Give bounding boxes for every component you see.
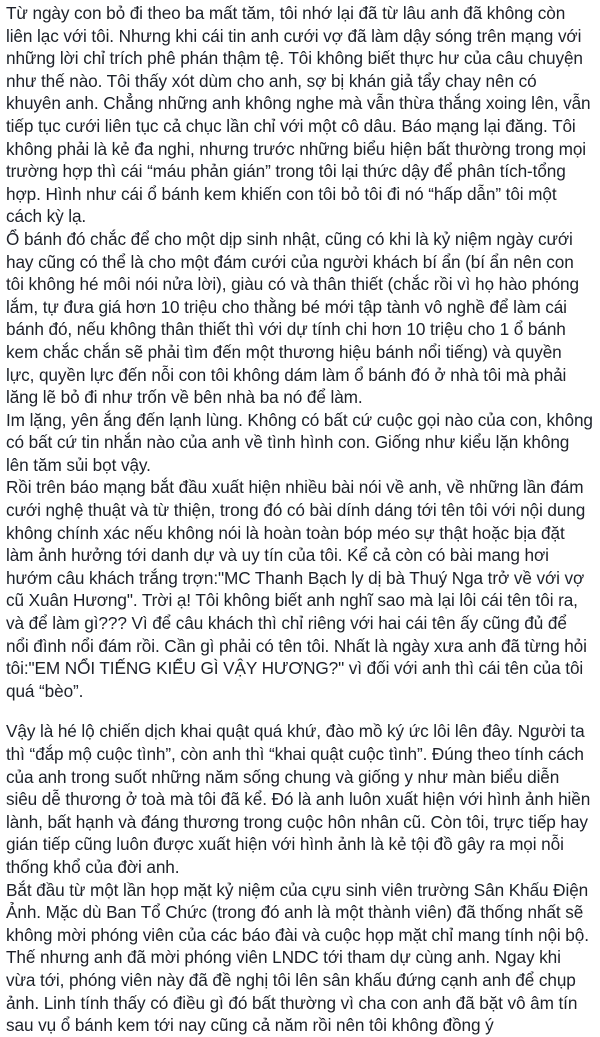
paragraph-5: Vậy là hé lộ chiến dịch khai quật quá khứ, đào mồ ký ức lôi lên đây. Người ta thì “đắp mộ cuộc tình”, còn anh thì “khai quật cuộc tình”. Đúng theo tính cách của anh trong suốt những năm sống chung và giống y như màn biểu diễn siêu dễ thương ở toà mà tôi đã kể. Đó là anh luôn xuất hiện với hình ảnh hiền lành, bất hạnh và đáng thương trong cuộc hôn nhân cũ. Còn tôi, trực tiếp hay gián tiếp cũng luôn được xuất hiện với hình ảnh là kẻ tội đồ gây ra mọi nỗi thống khổ của đời anh. [6, 721, 595, 877]
paragraph-2: Ổ bánh đó chắc để cho một dịp sinh nhật, cũng có khi là kỷ niệm ngày cưới hay cũng có thể là cho một đám cưới của người khách bí ẩn (bí ẩn nên con tôi không hé môi nói nửa lời), giàu có và thân thiết (chắc rồi vì họ hào phóng lắm, tự đưa giá hơn 10 triệu cho thằng bé mới tập tành vô nghề để làm cái bánh đó, nếu không thân thiết thì với dự tính chi hơn 10 triệu cho 1 ổ bánh kem chắc chắn sẽ phải tìm đến một thương hiệu bánh nổi tiếng) và quyền lực, quyền lực đến nỗi con tôi không dám làm ổ bánh đó ở nhà tôi mà phải lăng lẽ bỏ đi như trốn về bên nhà ba nó để làm. [6, 228, 584, 408]
paragraph-4: Rồi trên báo mạng bắt đầu xuất hiện nhiều bài nói về anh, về những lần đám cưới nghệ thuật và từ thiện, trong đó có bài dính dáng tới tên tôi với nội dung không chính xác nếu không nói là hoàn toàn bóp méo sự thật hoặc bịa đặt làm ảnh hưởng tới danh dự và uy tín của tôi. Kể cả còn có bài mang hơi hướm câu khách trắng trợn:"MC Thanh Bạch ly dị bà Thuý Nga trở về với vợ cũ Xuân Hương". Trời ạ! Tôi không biết anh nghĩ sao mà lại lôi cái tên tôi ra, và để làm gì??? Vì để câu khách thì chỉ riêng với hai cái tên ấy cũng đủ để nổi đình nổi đám rồi. Cần gì phải có tên tôi. Nhất là ngày xưa anh đã từng hỏi tôi:"EM NỔI TIẾNG KIỂU GÌ VẬY HƯƠNG?" vì đối với anh thì cái tên của tôi quá “bèo”. [6, 477, 592, 701]
paragraph-6: Bắt đầu từ một lần họp mặt kỷ niệm của cựu sinh viên trường Sân Khấu Điện Ảnh. Mặc dù Ban Tổ Chức (trong đó anh là một thành viên) đã thống nhất sẽ không mời phóng viên của các báo đài và cuộc họp mặt chỉ mang tính nội bộ. Thế nhưng anh đã mời phóng viên LNDC tới tham dự cùng anh. Ngay khi vừa tới, phóng viên này đã đề nghị tôi lên sân khấu đứng cạnh anh để chụp ảnh. Linh tính thấy có điều gì đó bất thường vì cha con anh đã bặt vô âm tín sau vụ ổ bánh kem tới nay cũng cả năm rồi nên tôi không đồng ý [6, 879, 594, 1036]
paragraph-3: Im lặng, yên ắng đến lạnh lùng. Không có bất cứ cuộc gọi nào của con, không có bất cứ tin nhắn nào của anh về tình hình con. Giống như kiểu lặn không lên tăm sủi bọt vậy. [6, 409, 598, 475]
paragraph-1: Từ ngày con bỏ đi theo ba mất tăm, tôi nhớ lại đã từ lâu anh đã không còn liên lạc với tôi. Nhưng khi cái tin anh cưới vợ đã làm dậy sóng trên mạng với những lời chỉ trích phê phán thậm tệ. Tôi không biết thực hư của câu chuyện như thế nào. Tôi thấy xót dùm cho anh, sợ bị khán giả tẩy chay nên có khuyên anh. Chẳng những anh không nghe mà vẫn thừa thắng xoing lên, vẫn tiếp tục cưới liên tục cả chục lần chỉ với một cô dâu. Báo mạng lại đăng. Tôi không phải là kẻ đa nghi, nhưng trước những biểu hiện bất thường trong mọi trường hợp thì cái “máu phản gián” trong tôi lại thức dậy để phân tích-tổng hợp. Hình như cái ổ bánh kem khiến con tôi bỏ tôi đi nó “hấp dẫn” tôi một cách kỳ lạ. [6, 3, 596, 227]
post-body [6, 2, 598, 1037]
